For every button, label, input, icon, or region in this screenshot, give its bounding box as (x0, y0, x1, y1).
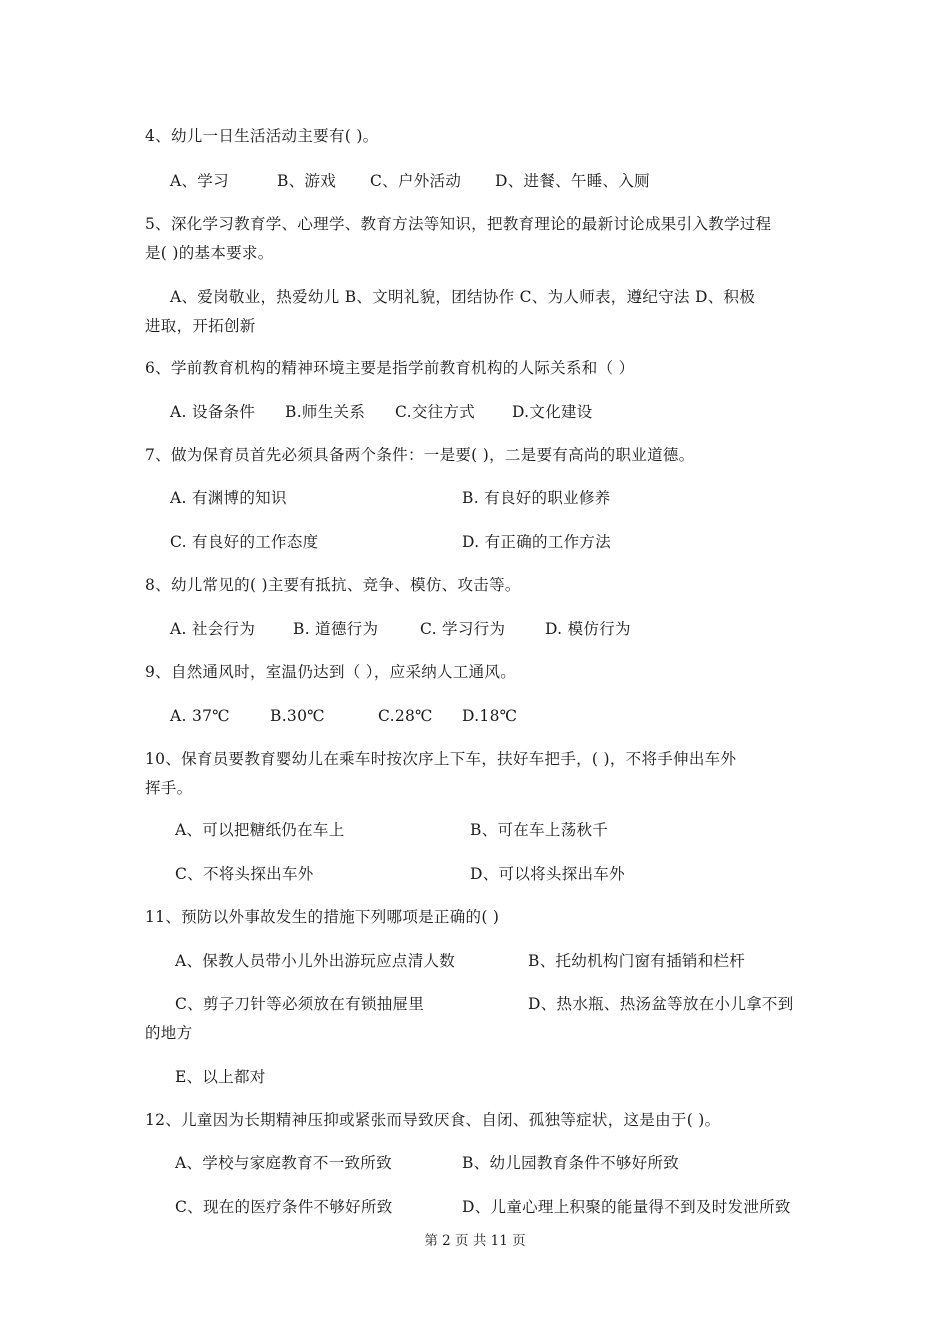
q10-option-c: C、不将头探出车外 (175, 865, 314, 883)
question-9-stem: 9、自然通风时，室温仍达到（ ），应采纳人工通风。 (145, 663, 517, 681)
q6-option-d: D.文化建设 (512, 403, 593, 421)
q10-option-a: A、可以把糖纸仍在车上 (175, 821, 345, 839)
q8-option-c: C. 学习行为 (420, 620, 506, 638)
q9-option-b: B.30℃ (270, 707, 325, 725)
question-4-stem: 4、幼儿一日生活活动主要有( )。 (145, 127, 379, 145)
q11-option-d: D、热水瓶、热汤盆等放在小儿拿不到 (528, 995, 794, 1013)
question-12-stem: 12、儿童因为长期精神压抑或紧张而导致厌食、自闭、孤独等症状，这是由于( )。 (145, 1111, 721, 1129)
question-5-stem-line1: 5、深化学习教育学、心理学、教育方法等知识，把教育理论的最新讨论成果引入教学过程 (145, 215, 772, 233)
q11-option-a: A、保教人员带小儿外出游玩应点清人数 (175, 952, 456, 970)
q11-option-e: E、以上都对 (175, 1068, 266, 1086)
q12-option-a: A、学校与家庭教育不一致所致 (175, 1154, 392, 1172)
q5-options-line1: A、爱岗敬业，热爱幼儿 B、文明礼貌，团结协作 C、为人师表，遵纪守法 D、积极 (170, 288, 756, 306)
question-8-stem: 8、幼儿常见的( )主要有抵抗、竞争、模仿、攻击等。 (145, 576, 521, 594)
q8-option-d: D. 模仿行为 (545, 620, 631, 638)
q9-option-a: A. 37℃ (170, 707, 230, 725)
q11-option-c: C、剪子刀针等必须放在有锁抽屉里 (175, 995, 425, 1013)
question-5-stem-line2: 是( )的基本要求。 (145, 244, 274, 262)
q8-option-b: B. 道德行为 (293, 620, 379, 638)
q4-option-b: B、游戏 (277, 172, 337, 190)
q10-option-d: D、可以将头探出车外 (470, 865, 625, 883)
q4-option-c: C、户外活动 (370, 172, 462, 190)
question-10-stem-line1: 10、保育员要教育婴幼儿在乘车时按次序上下车，扶好车把手，( )，不将手伸出车外 (145, 750, 737, 768)
q7-option-a: A. 有渊博的知识 (170, 489, 287, 507)
q4-option-a: A、学习 (170, 172, 229, 190)
question-11-stem: 11、预防以外事故发生的措施下列哪项是正确的( ) (145, 908, 500, 926)
q6-option-b: B.师生关系 (285, 403, 366, 421)
q11-option-b: B、托幼机构门窗有插销和栏杆 (528, 952, 746, 970)
q9-option-d: D.18℃ (462, 707, 518, 725)
q11-option-d-wrap: 的地方 (145, 1024, 193, 1042)
question-7-stem: 7、做为保育员首先必须具备两个条件：一是要( )，二是要有高尚的职业道德。 (145, 446, 695, 464)
q12-option-b: B、幼儿园教育条件不够好所致 (462, 1154, 680, 1172)
page-footer: 第 2 页 共 11 页 (424, 1233, 526, 1249)
q4-option-d: D、进餐、午睡、入厕 (495, 172, 650, 190)
q7-option-d: D. 有正确的工作方法 (462, 533, 612, 551)
q8-option-a: A. 社会行为 (170, 620, 256, 638)
q7-option-c: C. 有良好的工作态度 (170, 533, 319, 551)
q6-option-a: A. 设备条件 (170, 403, 256, 421)
question-10-stem-line2: 挥手。 (145, 779, 193, 797)
question-6-stem: 6、学前教育机构的精神环境主要是指学前教育机构的人际关系和（ ） (145, 359, 635, 377)
q12-option-c: C、现在的医疗条件不够好所致 (175, 1198, 393, 1216)
q6-option-c: C.交往方式 (395, 403, 476, 421)
q10-option-b: B、可在车上荡秋千 (470, 821, 609, 839)
q12-option-d: D、儿童心理上积聚的能量得不到及时发泄所致 (462, 1198, 791, 1216)
q9-option-c: C.28℃ (378, 707, 433, 725)
q7-option-b: B. 有良好的职业修养 (462, 489, 611, 507)
q5-options-line2: 进取，开拓创新 (145, 317, 256, 335)
